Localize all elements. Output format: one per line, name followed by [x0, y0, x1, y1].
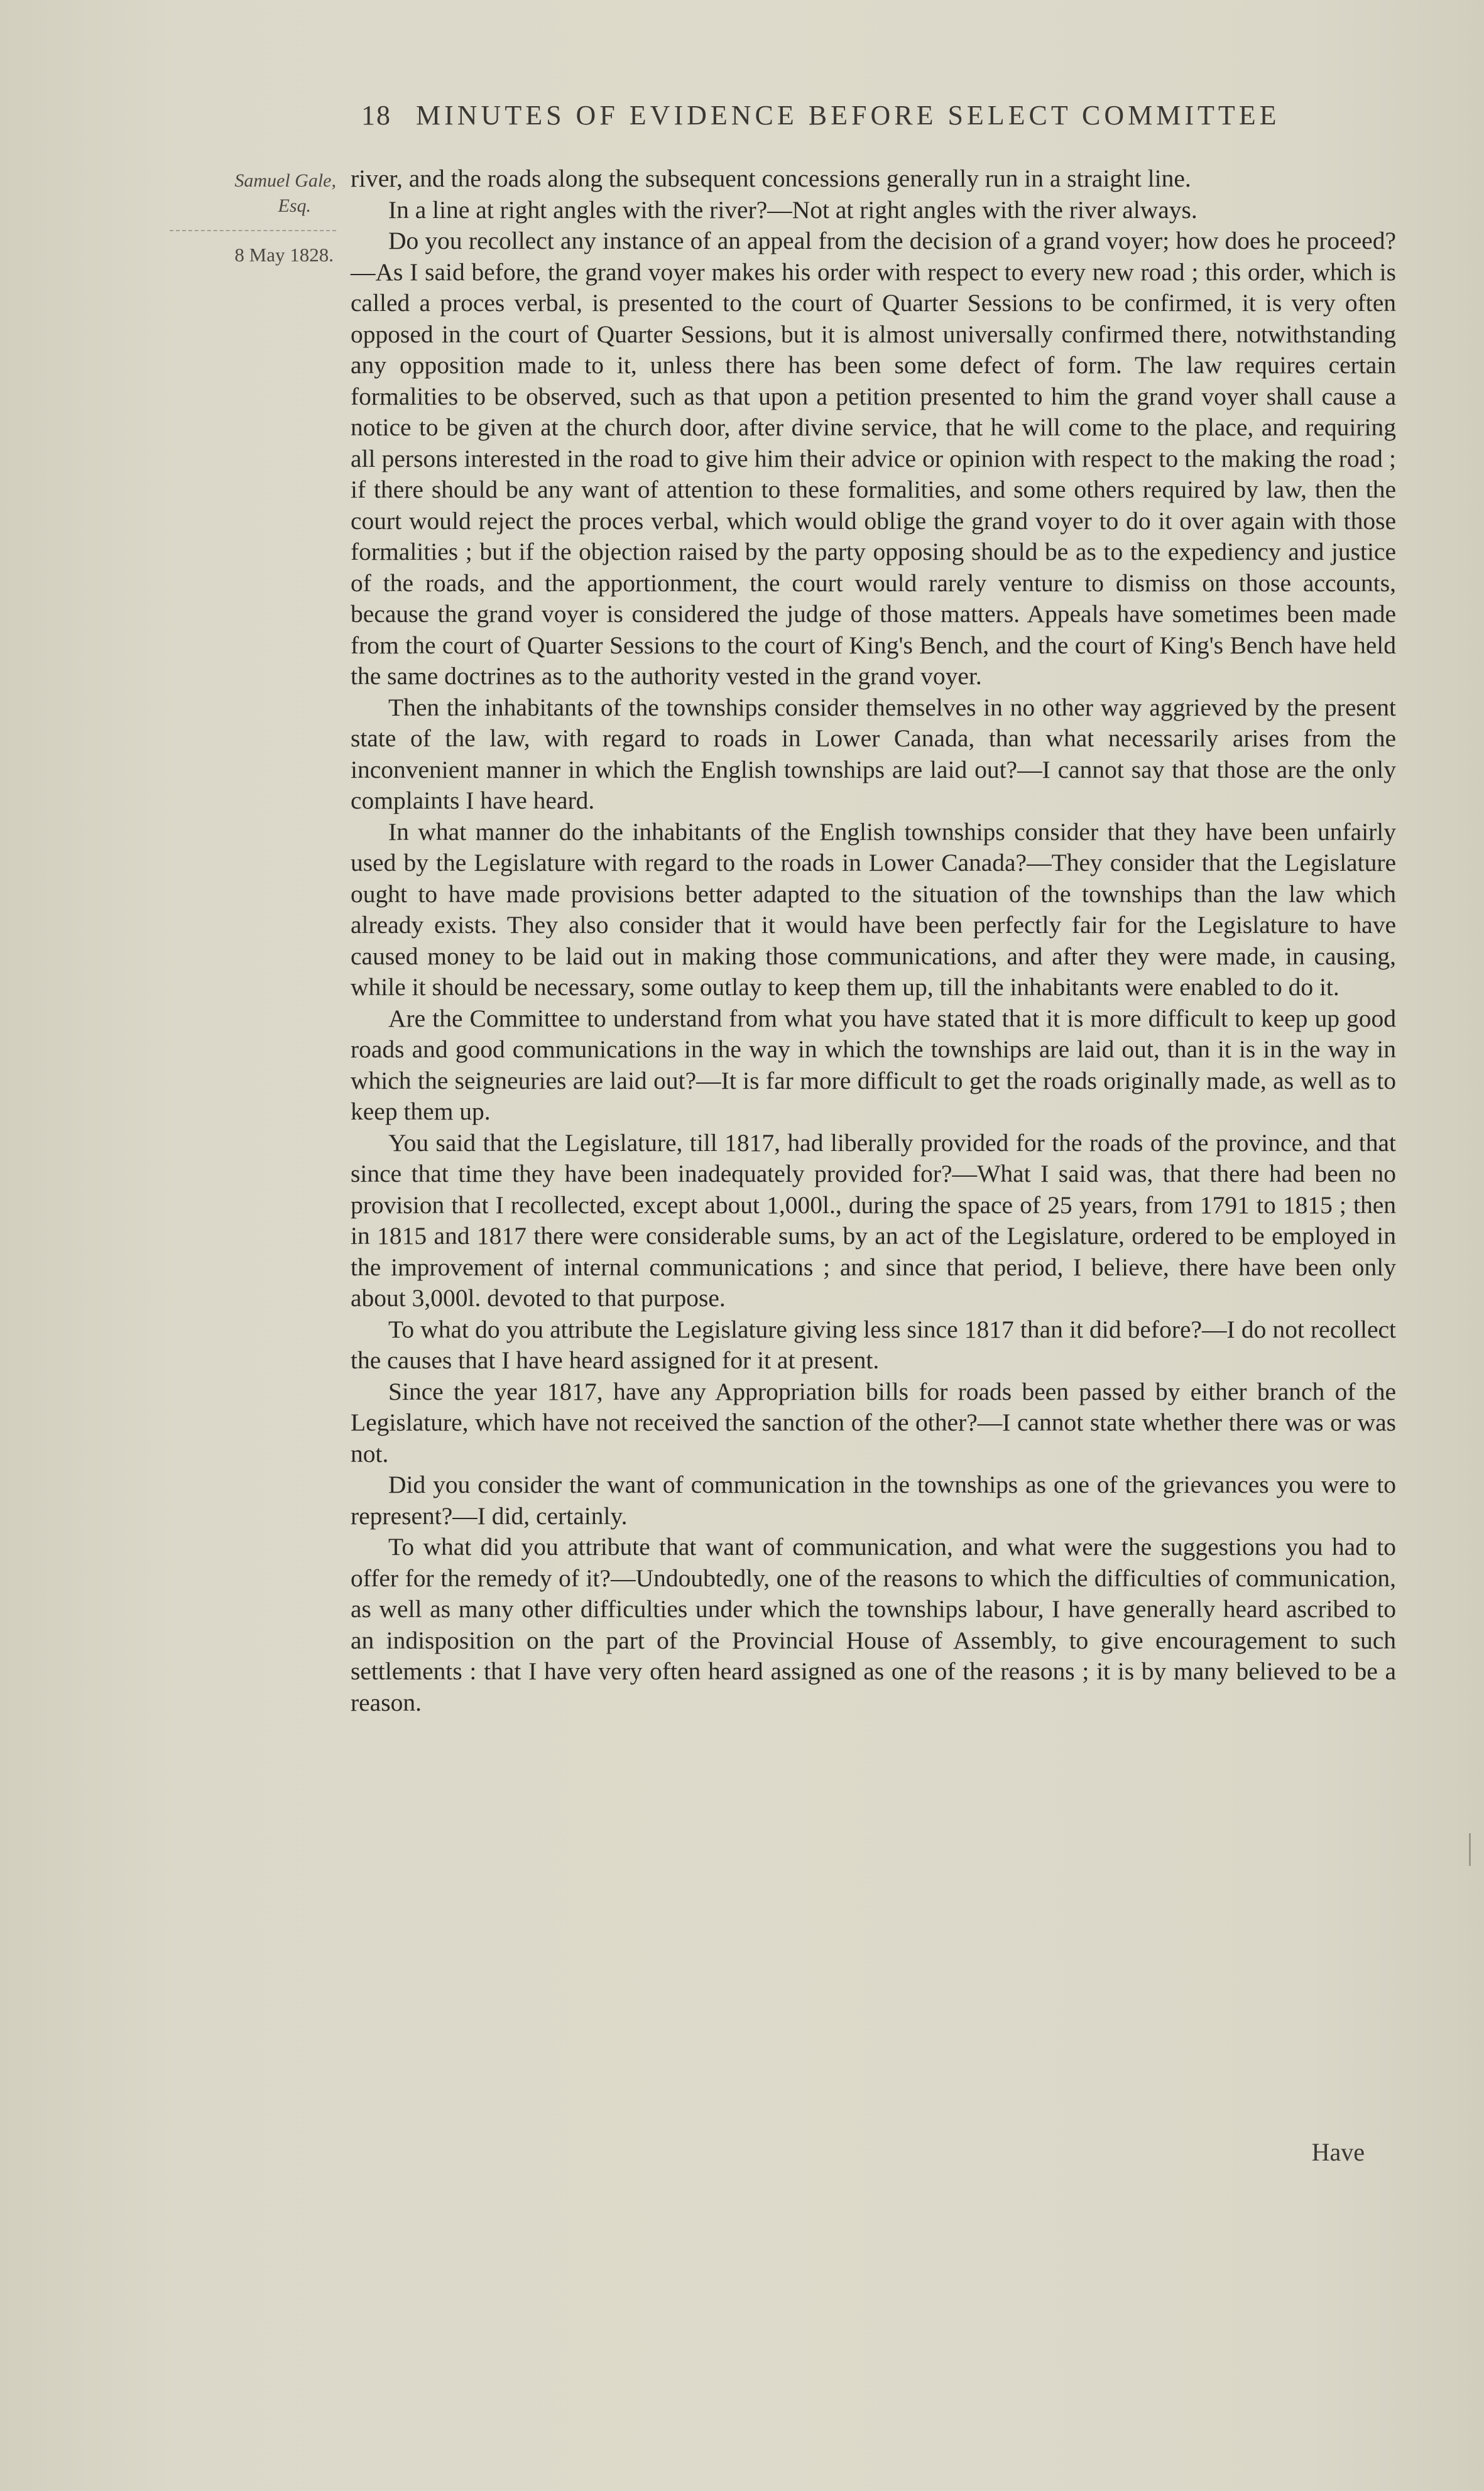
paragraph: river, and the roads along the subsequent concessions generally run in a straight line.: [351, 165, 1191, 192]
testimony-date: 8 May 1828.: [234, 244, 334, 266]
catchword: Have: [1311, 2138, 1365, 2166]
running-title: MINUTES OF EVIDENCE BEFORE SELECT COMMITTEE: [416, 100, 1280, 131]
paragraph: To what did you attribute that want of communication, and what were the suggestions you had to offer for the remedy of it?—Undoubtedly, one of the reasons to which the difficulties of communication, as well as many other difficulties under which the townships labour, I have generally heard ascribed to an indisposition on the part of the Provincial House of Assembly, to give encouragement to such settlements : that I have very often heard assigned as one of the reasons ; it is by many believed to be a reason.: [351, 1533, 1396, 1716]
paragraph: In a line at right angles with the river?—Not at right angles with the river always.: [388, 195, 1198, 224]
paragraph: You said that the Legislature, till 1817, had liberally provided for the roads of the province, and that since that time they have been inadequately provided for?—What I said was, that there had been no provision that I recollected, except about 1,000l., during the space of 25 years, from 1791 to 1815 ; then in 1815 and 1817 there were considerable sums, by an act of the Legislature, ordered to be employed in the improvement of internal communications ; and since that period, I believe, there have been only about 3,000l. devoted to that purpose.: [351, 1128, 1396, 1312]
paragraph: Are the Committee to understand from what you have stated that it is more difficult to keep up good roads and good communications in the way in which the townships are laid out, than it is in the way in which the seigneuries are laid out?—It is far more difficult to get the roads originally made, as well as to keep them up.: [351, 1004, 1396, 1125]
paragraph: To what do you attribute the Legislature giving less since 1817 than it did before?—I do not recollect the causes that I have heard assigned for it at present.: [351, 1315, 1396, 1374]
running-head: [361, 99, 1354, 131]
paragraph: Then the inhabitants of the townships consider themselves in no other way aggrieved by the present state of the law, with regard to roads in Lower Canada, than what necessarily arises from the inconvenient manner in which the English townships are laid out?—I cannot say that those are the only complaints I have heard.: [351, 693, 1396, 814]
paragraph: Did you consider the want of communication in the townships as one of the grievances you were to represent?—I did, certainly.: [351, 1471, 1396, 1530]
paragraph: In what manner do the inhabitants of the English townships consider that they have been unfairly used by the Legislature with regard to the roads in Lower Canada?—They consider that the Legislature ought to have made provisions better adapted to the situation of the townships than the law which already exists. They also consider that it would have been perfectly fair for the Legislature to have caused money to be laid out in making those communications, and after they were made, in causing, while it should be necessary, some outlay to keep them up, till the inhabitants were enabled to do it.: [351, 817, 1396, 1001]
witness-name: Samuel Gale,: [234, 170, 336, 191]
paragraph: Since the year 1817, have any Appropriation bills for roads been passed by either branch of the Legislature, which have not received the sanction of the other?—I cannot state whether there was or was not.: [351, 1377, 1396, 1468]
margin-rule: [170, 230, 336, 232]
page-edge-mark: [1469, 1833, 1471, 1866]
margin-note: [170, 168, 336, 268]
testimony-body: [351, 163, 1396, 1718]
witness-title: Esq.: [278, 195, 311, 216]
paragraph: Do you recollect any instance of an appeal from the decision of a grand voyer; how does he proceed?—As I said before, the grand voyer makes his order with respect to every new road ; this order, which is called a proces verbal, is presented to the court of Quarter Sessions to be confirmed, it is very often opposed in the court of Quarter Sessions, but it is almost universally confirmed there, notwithstanding any opposition made to it, unless there has been some defect of form. The law requires certain formalities to be observed, such as that upon a petition presented to him the grand voyer shall cause a notice to be given at the church door, after divine service, that he will come to the place, and requiring all persons interested in the road to give him their advice or opinion with respect to the making the road ; if there should be any want of attention to these formalities, and some others required by law, then the court would reject the proces verbal, which would oblige the grand voyer to do it over again with those formalities ; but if the objection raised by the party opposing should be as to the expediency and justice of the roads, and the apportionment, the court would rarely venture to dismiss on those accounts, because the grand voyer is considered the judge of those matters. Appeals have sometimes been made from the court of Quarter Sessions to the court of King's Bench, and the court of King's Bench have held the same doctrines as to the authority vested in the grand voyer.: [351, 227, 1396, 690]
page-number: 18: [361, 100, 391, 131]
